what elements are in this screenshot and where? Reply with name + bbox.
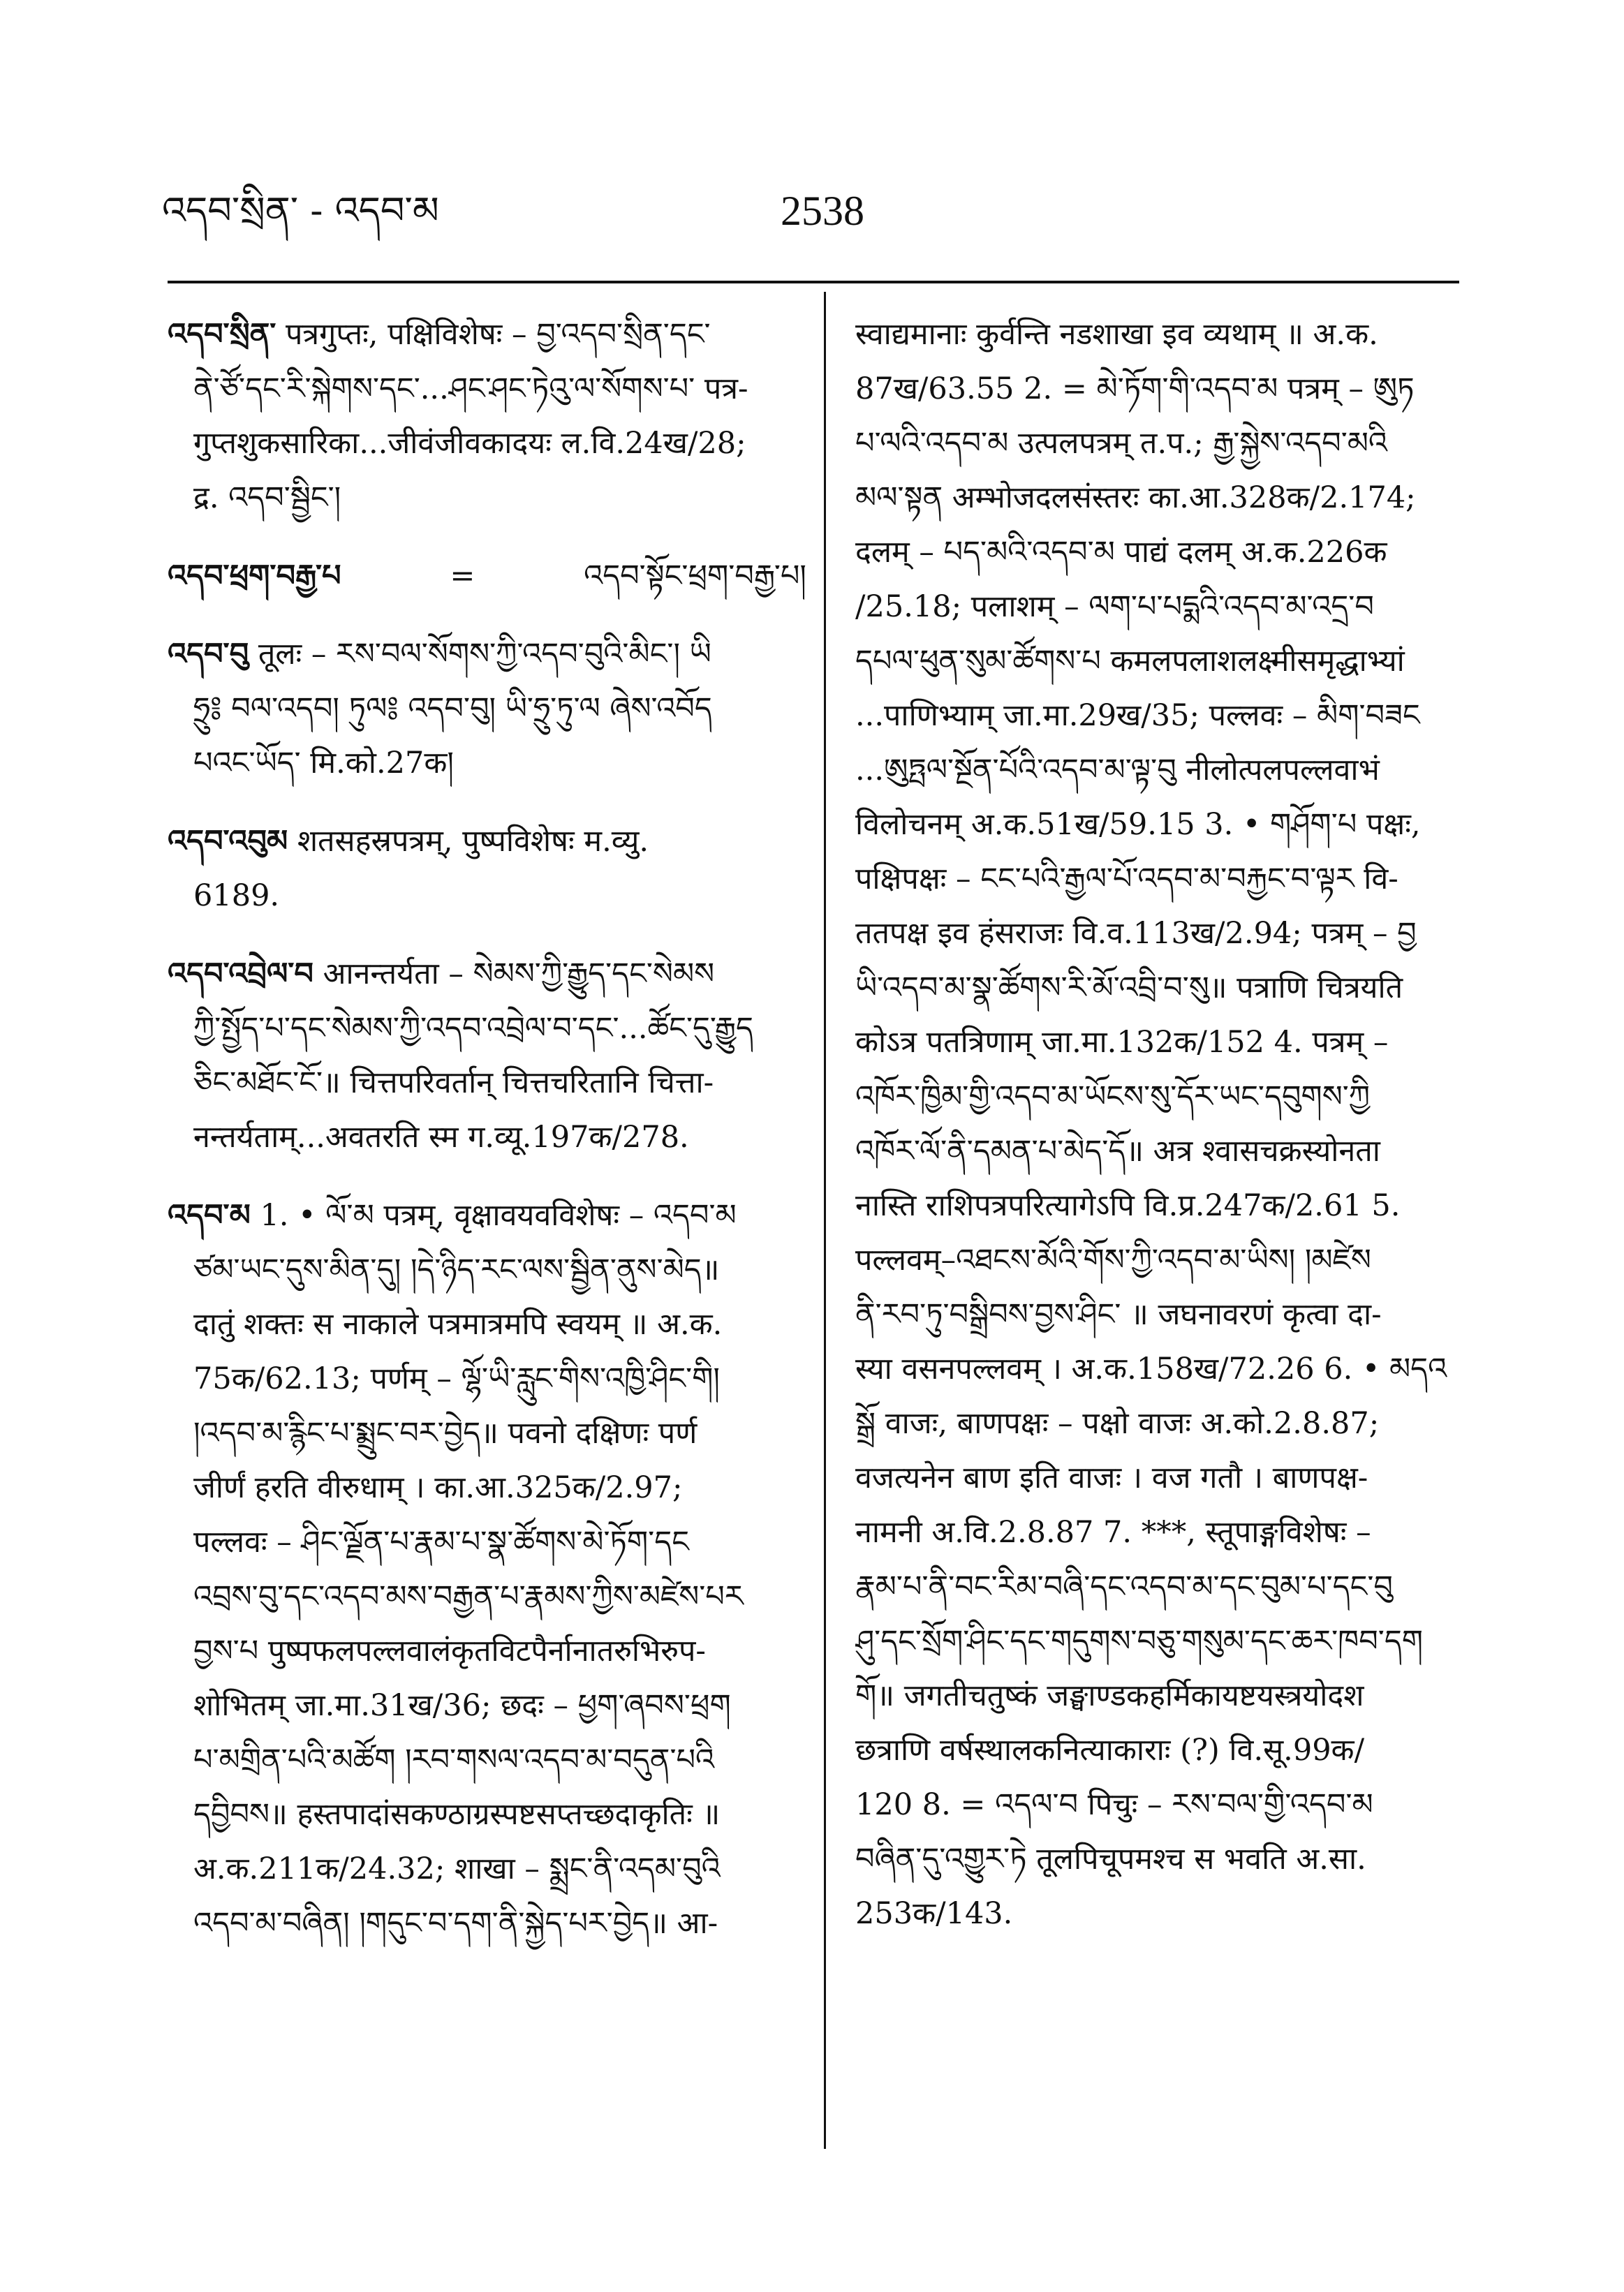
continuation-line: वजत्यनेन बाण इति वाजः । वज गतौ । बाणपक्ष- — [855, 1461, 1368, 1495]
entry-text: आनन्तर्यता – སེམས་ཀྱི་རྒྱུད་དང་སེམས — [323, 956, 715, 991]
entry-line: ནེ་ཙོ་དང་རི་སྐེགས་དང་...ཤང་ཤང་ཏེའུ་ལ་སོགས་པ་ पत्र- — [193, 371, 748, 406]
entry-text: 1. • ལོ་མ पत्रम्, वृक्षावयवविशेषः – འདབ་མ — [260, 1198, 737, 1233]
header-rule — [168, 281, 1459, 283]
dictionary-entry — [168, 814, 806, 923]
continuation-line: ཤུ་དང་སྲོག་ཤིང་དང་གདུགས་བཅུ་གསུམ་དང་ཆར་ཁབ་དག — [855, 1624, 1424, 1659]
entry-line: दातुं शक्तः स नाकाले पत्रमात्रमपि स्वयम् ॥ अ.क. — [193, 1307, 723, 1342]
continuation-line: ततपक्ष इव हंसराजः वि.व.113ख/2.94; पत्रम् – བྱ — [855, 916, 1417, 951]
entry-line: शोभितम् जा.मा.31ख/36; छदः – ཕྱག་ཞབས་ཕྲག — [193, 1688, 731, 1723]
continuation-line: कोऽत्र पतत्रिणाम् जा.मा.132क/152 4. पत्रम् – — [855, 1025, 1389, 1060]
cross-reference-target: འདབ་སྟོང་ཕྲག་བརྒྱ་པ། — [584, 559, 806, 593]
page-number: 2538 — [781, 188, 864, 234]
continuation-line: རྣམ་པ་ནི་བང་རིམ་བཞི་དང་འདབ་མ་དང་བུམ་པ་དང་བུ — [855, 1569, 1393, 1604]
cross-reference-row — [168, 549, 806, 603]
entry-line: པའང་ཡོད་ मि.को.27क། — [193, 746, 454, 781]
entry-line: དབྱིབས॥ हस्तपादांसकण्ठाग्रस्पष्टसप्तच्छदाकृतिः ॥ — [193, 1797, 721, 1832]
entry-line: 75क/62.13; पर्णम् – ལྷོ་ཡི་རླུང་གིས་འཁྱི་ཤིང་གི། — [193, 1361, 720, 1396]
entry-line: ཧྲུ༔ བལ་འདབ། ཏུལ༔ འདབ་བུ། ཡི་ཧྲུ་ཏུ་ལ ཞེས་འབོད — [193, 691, 712, 726]
entry-headword: འདབ་བུ — [168, 637, 249, 672]
continuation-line: दलम् – པད་མའི་འདབ་མ पाद्यं दलम् अ.क.226क — [855, 535, 1387, 570]
entry-text: पत्रगुप्तः, पक्षिविशेषः – བྱ་འདབ་སྲིན་དང་ — [286, 317, 711, 352]
dictionary-entry — [168, 1188, 806, 1951]
entry-headword: འདབ་འབྲེལ་བ — [168, 956, 313, 991]
entry-headword: འདབ་མ — [168, 1198, 251, 1233]
entry-line: 6189. — [193, 878, 280, 913]
continuation-line: དཔལ་ཕུན་སུམ་ཚོགས་པ कमलपलाशलक्ष्मीसमृद्धाभ्यां — [855, 644, 1405, 679]
entry-first-line — [168, 627, 806, 681]
page-header — [0, 0, 1624, 293]
dictionary-entry — [168, 627, 806, 790]
entry-first-line — [168, 814, 806, 868]
entry-line: जीर्णं हरति वीरुधाम् । का.आ.325क/2.97; — [193, 1470, 683, 1505]
continuation-line: स्या वसनपल्लवम् । अ.क.158ख/72.26 6. • མདའ — [855, 1352, 1447, 1387]
entry-headword: འདབ་འབུམ — [168, 824, 288, 859]
continuation-line: ...पाणिभ्याम् जा.मा.29ख/35; पल्लवः – མིག་བཟང — [855, 698, 1420, 733]
entry-line: །འདབ་མ་རྙིང་པ་སྨྲུང་བར་བྱེད॥ पवनो दक्षिणः पर्ण — [193, 1416, 697, 1451]
right-column — [855, 307, 1470, 1941]
continuation-line: नामनी अ.वि.2.8.87 7. ***, स्तूपाङ्गविशेषः – — [855, 1515, 1371, 1550]
entry-headword: འདབ་སྲིན་ — [168, 317, 276, 352]
dictionary-entry — [168, 947, 806, 1165]
entry-line: ཙམ་ཡང་དུས་མིན་དུ། །དེ་ཉིད་རང་ལས་སྦྱིན་ནུས་མེད॥ — [193, 1252, 720, 1287]
entry-headword: འདབ་ཕྲག་བརྒྱ་པ — [168, 559, 341, 593]
entry-first-line — [168, 307, 806, 362]
entry-first-line — [168, 1188, 806, 1243]
entry-line: འབྲས་བུ་དང་འདབ་མས་བརྒྱན་པ་རྣམས་ཀྱིས་མཛེས་པར — [193, 1579, 744, 1614]
equals-sign: = — [450, 559, 475, 593]
continuation-line: པ་ལའི་འདབ་མ उत्पलपत्रम् त.प.; རྒྱ་སྐྱེས་འདབ་མའི — [855, 426, 1388, 461]
continuation-line: /25.18; पलाशम् – ལག་པ་པདྨའི་འདབ་མ་འདྲ་བ — [855, 589, 1374, 624]
entry-first-line — [168, 947, 806, 1001]
column-divider — [824, 292, 826, 2149]
entry-line: नन्तर्यताम्...अवतरति स्म ग.व्यू.197क/278. — [193, 1120, 689, 1155]
entry-text: तूलः – རས་བལ་སོགས་ཀྱི་འདབ་བུའི་མིང་། ཡི — [258, 637, 711, 672]
continuation-line: पल्लवम्–འཐངས་མོའི་གོས་ཀྱི་འདབ་མ་ཡིས། །མཛེས — [855, 1243, 1371, 1278]
continuation-line: འཁོར་ལོ་ནི་དམན་པ་མེད་དོ॥ अत्र श्वासचक्रस्योनता — [855, 1134, 1380, 1169]
entry-text: शतसहस्रपत्रम्, पुष्पविशेषः म.व्यु. — [297, 824, 649, 859]
continuation-line: नास्ति राशिपत्रपरित्यागेऽपि वि.प्र.247क/2.61 5. — [855, 1188, 1401, 1223]
continuation-line: 87ख/63.55 2. = མེ་ཏོག་གི་འདབ་མ पत्रम् – ཨུཏ — [855, 371, 1415, 406]
continuation-line: ཡི་འདབ་མ་སྣ་ཚོགས་རི་མོ་འབྲི་བ་སུ॥ पत्राणि चित्रयति — [855, 970, 1403, 1005]
continuation-line: पक्षिपक्षः – ངང་པའི་རྒྱལ་པོ་འདབ་མ་བརྐྱང་བ་ལྟར वि- — [855, 862, 1398, 896]
entry-line: བྱས་པ पुष्पफलपल्लवालंकृतविटपैर्नानातरुभिरुप- — [193, 1634, 706, 1669]
continuation-line: འཁོར་ཁྱིམ་གྱི་འདབ་མ་ཡོངས་སུ་དོར་ཡང་དབུགས་ཀྱི — [855, 1079, 1371, 1114]
continuation-line: གོ॥ जगतीचतुष्कं जङ्घाण्डकहर्मिकायष्टयस्त्रयोदश — [855, 1678, 1364, 1713]
continuation-line: ...ཨུཏྤལ་སྔོན་པོའི་འདབ་མ་ལྟ་བུ नीलोत्पलपल्लवाभं — [855, 753, 1380, 788]
left-column — [168, 307, 806, 1974]
continuation-line: स्वाद्यमानाः कुर्वन्ति नडशाखा इव व्यथाम् ॥ अ.क. — [855, 317, 1378, 352]
entry-line: अ.क.211क/24.32; शाखा – སྨྲང་ནི་འདམ་བུའི — [193, 1851, 721, 1886]
entry-line: པ་མགྲིན་པའི་མཚོག །རབ་གསལ་འདབ་མ་བདུན་པའི — [193, 1743, 715, 1777]
entry-line: गुप्तशुकसारिका...जीवंजीवकादयः ल.वि.24ख/28; — [193, 426, 746, 461]
continuation-line: 253क/143. — [855, 1896, 1013, 1931]
continuation-line: སྒྲོ वाजः, बाणपक्षः – पक्षो वाजः अ.को.2.8.87; — [855, 1406, 1380, 1441]
continuation-line: छत्राणि वर्षस्थालकनित्याकाराः (?) वि.सू.99क/ — [855, 1733, 1365, 1768]
dictionary-entry — [168, 549, 806, 603]
continuation-line: མལ་སྟན अम्भोजदलसंस्तरः का.आ.328क/2.174; — [855, 480, 1416, 515]
continuation-line: ནི་རབ་ཏུ་བསྒྲིབས་བྱས་ཤིང་ ॥ जघनावरणं कृत्वा दा- — [855, 1297, 1382, 1332]
entry-line: द्र. འདབ་སྦྱིང་། — [193, 480, 341, 515]
continuation-line: 120 8. = འདལ་བ पिचुः – རས་བལ་གྱི་འདབ་མ — [855, 1787, 1373, 1822]
entry-line: ཀྱི་སྤྱོད་པ་དང་སེམས་ཀྱི་འདབ་འབྲེལ་བ་དང་...ཚོང་དུ་རྒྱུད — [193, 1011, 753, 1046]
running-head: འདབ་སྲིན་ - འདབ་མ — [162, 188, 439, 232]
entry-line: ཅིང་མཐོང་ངོ་॥ चित्तपरिवर्तान् चित्तचरितानि चित्ता- — [193, 1065, 714, 1100]
continuation-line: विलोचनम् अ.क.51ख/59.15 3. • གཤོག་པ पक्षः, — [855, 807, 1421, 842]
continuation-line: བཞིན་དུ་འགྱུར་ཏེ तूलपिचूपमश्च स भवति अ.सा. — [855, 1842, 1366, 1877]
entry-line: पल्लवः – ཤིང་ལྗོན་པ་རྣམ་པ་སྣ་ཚོགས་མེ་ཏོག་དང — [193, 1525, 689, 1560]
dictionary-entry — [168, 307, 806, 525]
entry-line: འདབ་མ་བཞིན། །གདུང་བ་དག་ནི་སྐྱེད་པར་བྱེད॥ आ- — [193, 1906, 718, 1941]
